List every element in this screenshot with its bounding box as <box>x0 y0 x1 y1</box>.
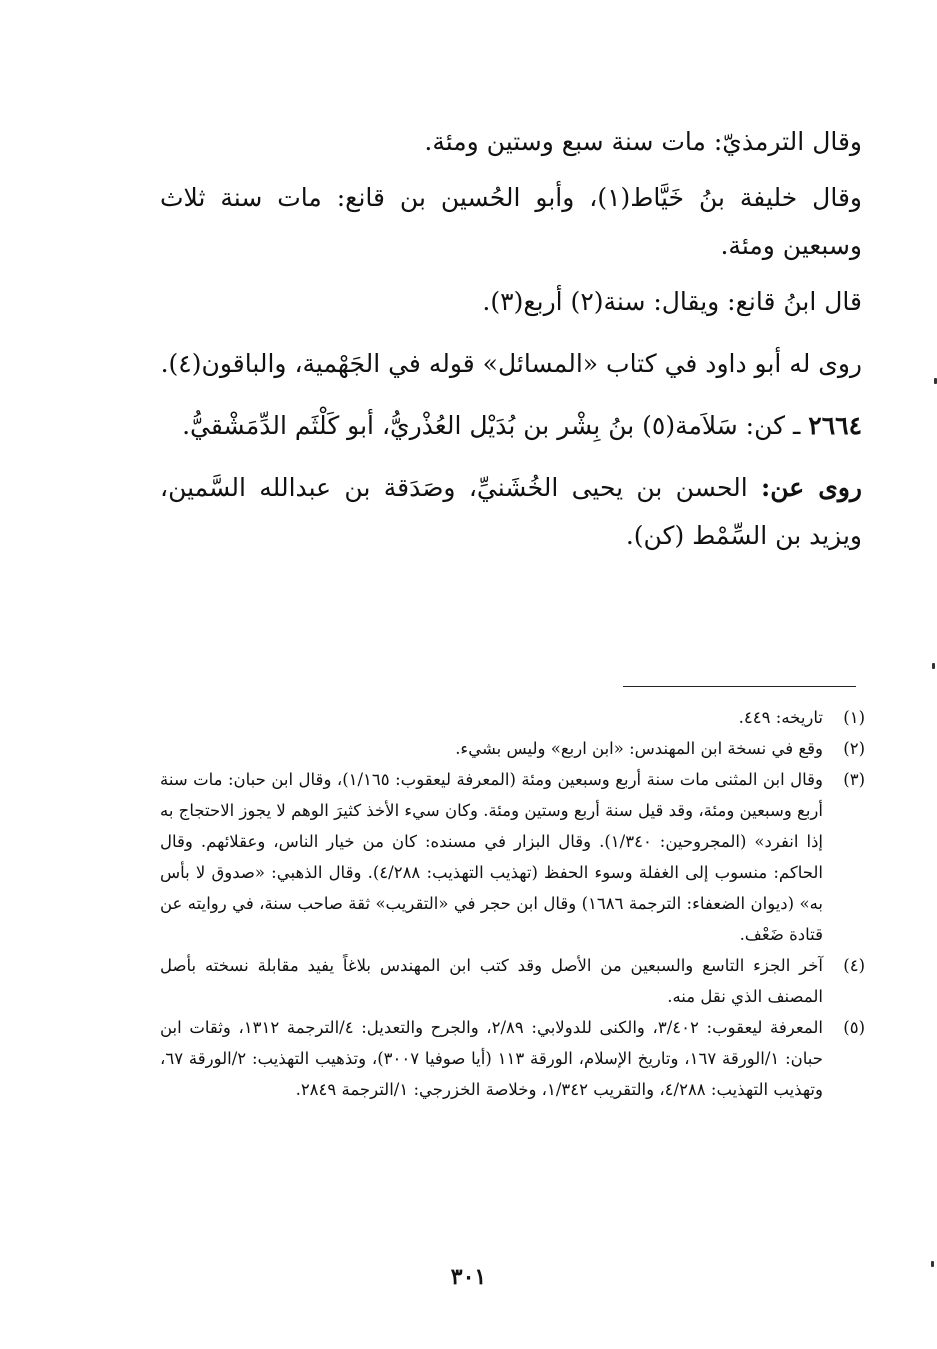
paragraph-narrated-by: روى له أبو داود في كتاب «المسائل» قوله في الجَهْمية، والباقون(٤). <box>160 349 862 378</box>
main-text <box>160 118 862 568</box>
footnote-number: (٤) <box>843 956 865 975</box>
narrated-from-text: الحسن بن يحيى الخُشَنيِّ، وصَدَقة بن عبدالله السَّمين، ويزيد بن السِّمْط (كن). <box>160 473 862 550</box>
footnote-text: وقع في نسخة ابن المهندس: «ابن اربع» وليس بشيء. <box>455 739 823 758</box>
footnote-number: (٥) <box>843 1018 865 1037</box>
narrated-from <box>160 464 862 560</box>
footnote-text: وقال ابن المثنى مات سنة أربع وسبعين ومئة (المعرفة ليعقوب: ١/١٦٥)، وقال ابن حبان: مات سنة أربع وسبعين ومئة، وقد قيل سنة أربع وستين ومئة. وكان سيء الأخذ كثيرَ الوهم لا يجوز الاحتجاج به إذا انفرد» (المجروحين: ١/٣٤٠). وقال البزار في مسنده: كان من خيار الناس، وعقلائهم. وقال الحاكم: منسوب إلى الغفلة وسوء الحفظ (تهذيب التهذيب: ٤/٢٨٨). وقال الذهبي: «صدوق لا بأس به» (ديوان الضعفاء: الترجمة ١٦٨٦) وقال ابن حجر في «التقريب» ثقة صاحب سنة، في روايته عن قتادة ضَعْف. <box>160 770 824 944</box>
footnotes <box>160 702 865 1105</box>
paragraph-khalifa: وقال خليفة بنُ خَيَّاط(١)، وأبو الحُسين بن قانع: مات سنة ثلاث وسبعين ومئة. <box>160 183 862 260</box>
footnote-4 <box>160 950 865 1012</box>
footnote-3 <box>160 764 865 950</box>
entry-number: ٢٦٦٤ <box>808 411 862 440</box>
entry-name: ـ كن: سَلاَمة(٥) بنُ بِشْر بن بُدَيْل العُذْريُّ، أبو كَلْثَم الدِّمَشْقيُّ. <box>182 411 801 440</box>
footnote-text: آخر الجزء التاسع والسبعين من الأصل وقد كتب ابن المهندس بلاغاً يفيد مقابلة نسخته بأصل المصنف الذي نقل منه. <box>160 956 823 1006</box>
footnote-number: (١) <box>843 708 865 727</box>
footnote-divider <box>623 686 856 687</box>
footnote-1 <box>160 702 865 733</box>
page-number: ٣٠١ <box>450 1264 487 1290</box>
paragraph-tirmidhi: وقال الترمذيّ: مات سنة سبع وستين ومئة. <box>424 127 862 156</box>
paragraph-ibn-qani: قال ابنُ قانع: ويقال: سنة(٢) أربع(٣). <box>482 287 862 316</box>
footnote-2 <box>160 733 865 764</box>
footnote-5 <box>160 1012 865 1105</box>
scan-speck <box>931 1261 934 1267</box>
narrated-from-label: روى عن: <box>761 473 863 502</box>
scan-speck <box>932 663 935 669</box>
footnote-text: المعرفة ليعقوب: ٣/٤٠٢، والكنى للدولابي: ٢/٨٩، والجرح والتعديل: ٤/الترجمة ١٣١٢، وثقات ابن حبان: ١/الورقة ١٦٧، وتاريخ الإسلام، الورقة ١١٣ (أيا صوفيا ٣٠٠٧)، وتذهيب التهذيب: ٢/الورقة ٦٧، وتهذيب التهذيب: ٤/٢٨٨، والتقريب ١/٣٤٢، وخلاصة الخزرجي: ١/الترجمة ٢٨٤٩. <box>160 1018 824 1099</box>
biography-entry <box>160 402 862 450</box>
footnote-number: (٣) <box>843 770 865 789</box>
footnote-text: تاريخه: ٤٤٩. <box>738 708 823 727</box>
footnote-number: (٢) <box>843 739 865 758</box>
